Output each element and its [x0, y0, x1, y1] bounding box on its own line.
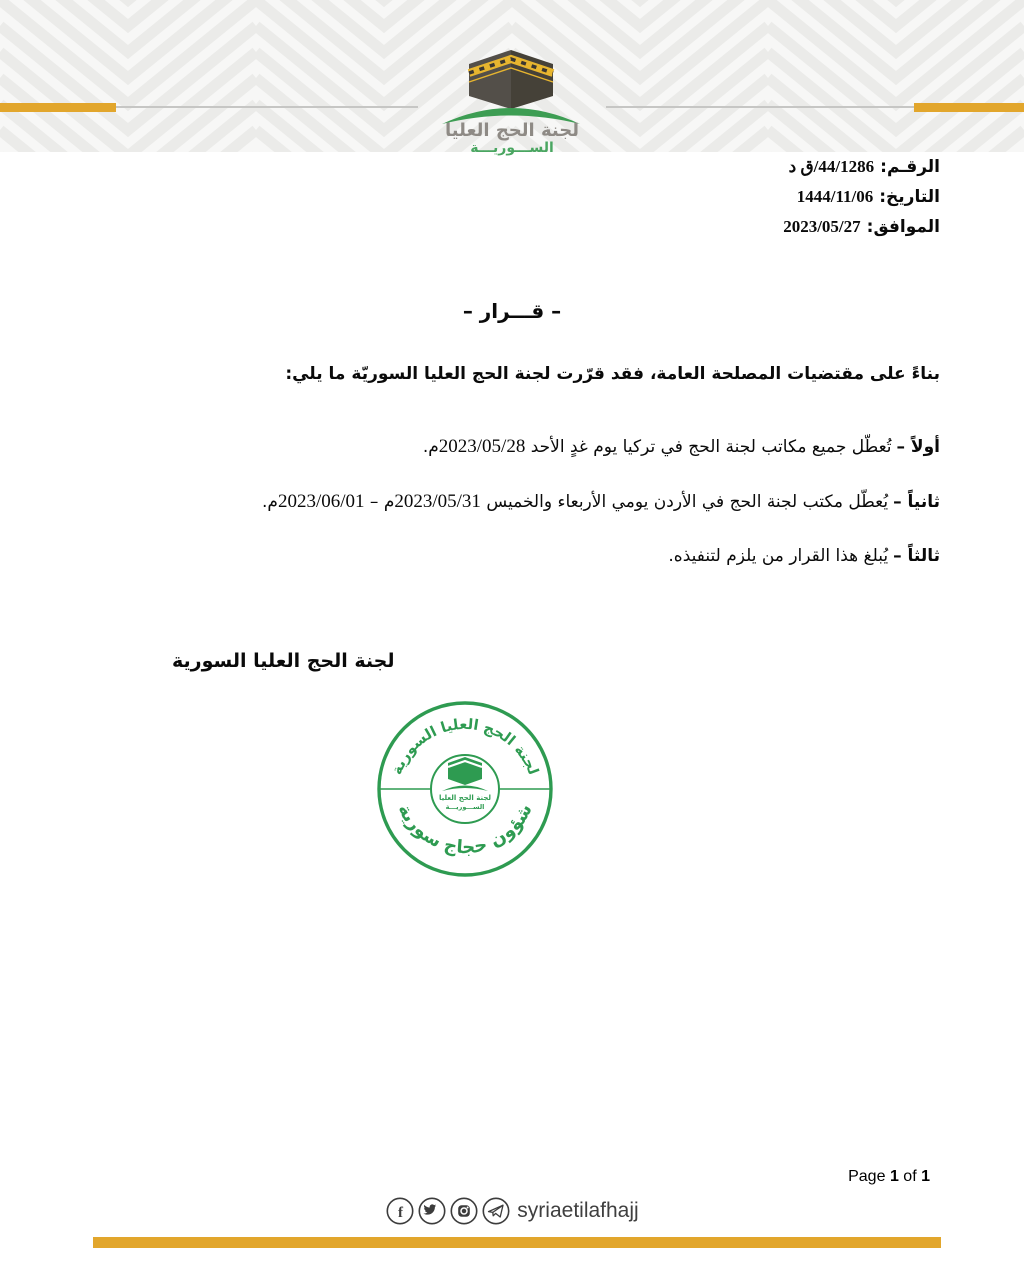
item-second-dash: م –: [364, 492, 395, 512]
decision-preamble: بناءً على مقتضيات المصلحة العامة، فقد قرّرت لجنة الحج العليا السوريّة ما يلي:: [285, 364, 940, 384]
instagram-icon: [449, 1196, 479, 1226]
decision-item-third: [60, 546, 940, 566]
footer-accent-bar: [93, 1237, 941, 1248]
official-stamp: [374, 698, 556, 880]
decision-item-second: [60, 491, 940, 513]
page-current: 1: [889, 1168, 899, 1185]
signature-line: لجنة الحج العليا السورية: [172, 650, 395, 672]
decision-title: – قـــرار –: [462, 299, 562, 323]
stamp-kaaba-icon: [442, 757, 488, 791]
item-second-text: يُعطّل مكتب لجنة الحج في الأردن يومي الأربعاء والخميس: [480, 492, 889, 512]
stamp-bottom-text: شؤون حجاج سورية: [393, 800, 537, 859]
stamp-inner-line1: لجنة الحج العليا: [438, 794, 492, 802]
ref-hijri-date-row: [783, 182, 940, 212]
ref-date-value: 1444/11/06: [796, 187, 874, 206]
header-accent-left: [0, 103, 116, 112]
item-first-suffix: م.: [422, 437, 439, 457]
item-second-label: ثانياً –: [893, 492, 940, 512]
stamp-top-text: لجنة الحج العليا السورية: [389, 716, 541, 778]
item-first-label: أولاً –: [896, 437, 940, 457]
social-handle: syriaetilafhajj: [517, 1199, 639, 1222]
ref-gregorian-date-row: [783, 212, 940, 242]
svg-text:f: f: [398, 1205, 404, 1221]
ref-number-label: الرقـم:: [880, 157, 940, 177]
kaaba-logo-icon: [440, 48, 586, 128]
reference-block: [783, 152, 940, 242]
item-first-date: 2023/05/28: [438, 436, 526, 457]
header-rule-right: [606, 106, 914, 108]
decision-item-first: [60, 436, 940, 458]
ref-number-value: 44/1286/ق د: [788, 157, 875, 176]
stamp-inner-line2: الســـوريـــة: [445, 803, 485, 811]
page-total: 1: [921, 1168, 930, 1185]
item-second-suffix: م.: [262, 492, 278, 512]
item-second-date2: 2023/06/01: [277, 491, 365, 512]
page-label: Page: [848, 1168, 886, 1185]
facebook-icon: [385, 1196, 415, 1226]
telegram-icon: [481, 1196, 511, 1226]
page-number: [848, 1168, 930, 1186]
item-second-date1: 2023/05/31: [394, 491, 481, 512]
ref-corresponding-label: الموافق:: [866, 217, 940, 237]
item-first-text: تُعطّل جميع مكاتب لجنة الحج في تركيا يوم غدٍ الأحد: [525, 437, 892, 457]
twitter-icon: [417, 1196, 447, 1226]
header-rule-left: [116, 106, 418, 108]
ref-number-row: [783, 152, 940, 182]
item-third-label: ثالثاً –: [893, 546, 940, 566]
org-name-syria: الســـوريـــة: [470, 140, 554, 156]
ref-date-label: التاريخ:: [879, 187, 940, 207]
header-accent-right: [914, 103, 1024, 112]
item-third-text: يُبلغ هذا القرار من يلزم لتنفيذه.: [668, 546, 889, 566]
page-of-label: of: [903, 1168, 917, 1185]
org-name-arabic: لجنة الحج العليا: [445, 120, 579, 141]
ref-corresponding-value: 2023/05/27: [783, 217, 861, 236]
social-media-row: [0, 1196, 1024, 1226]
